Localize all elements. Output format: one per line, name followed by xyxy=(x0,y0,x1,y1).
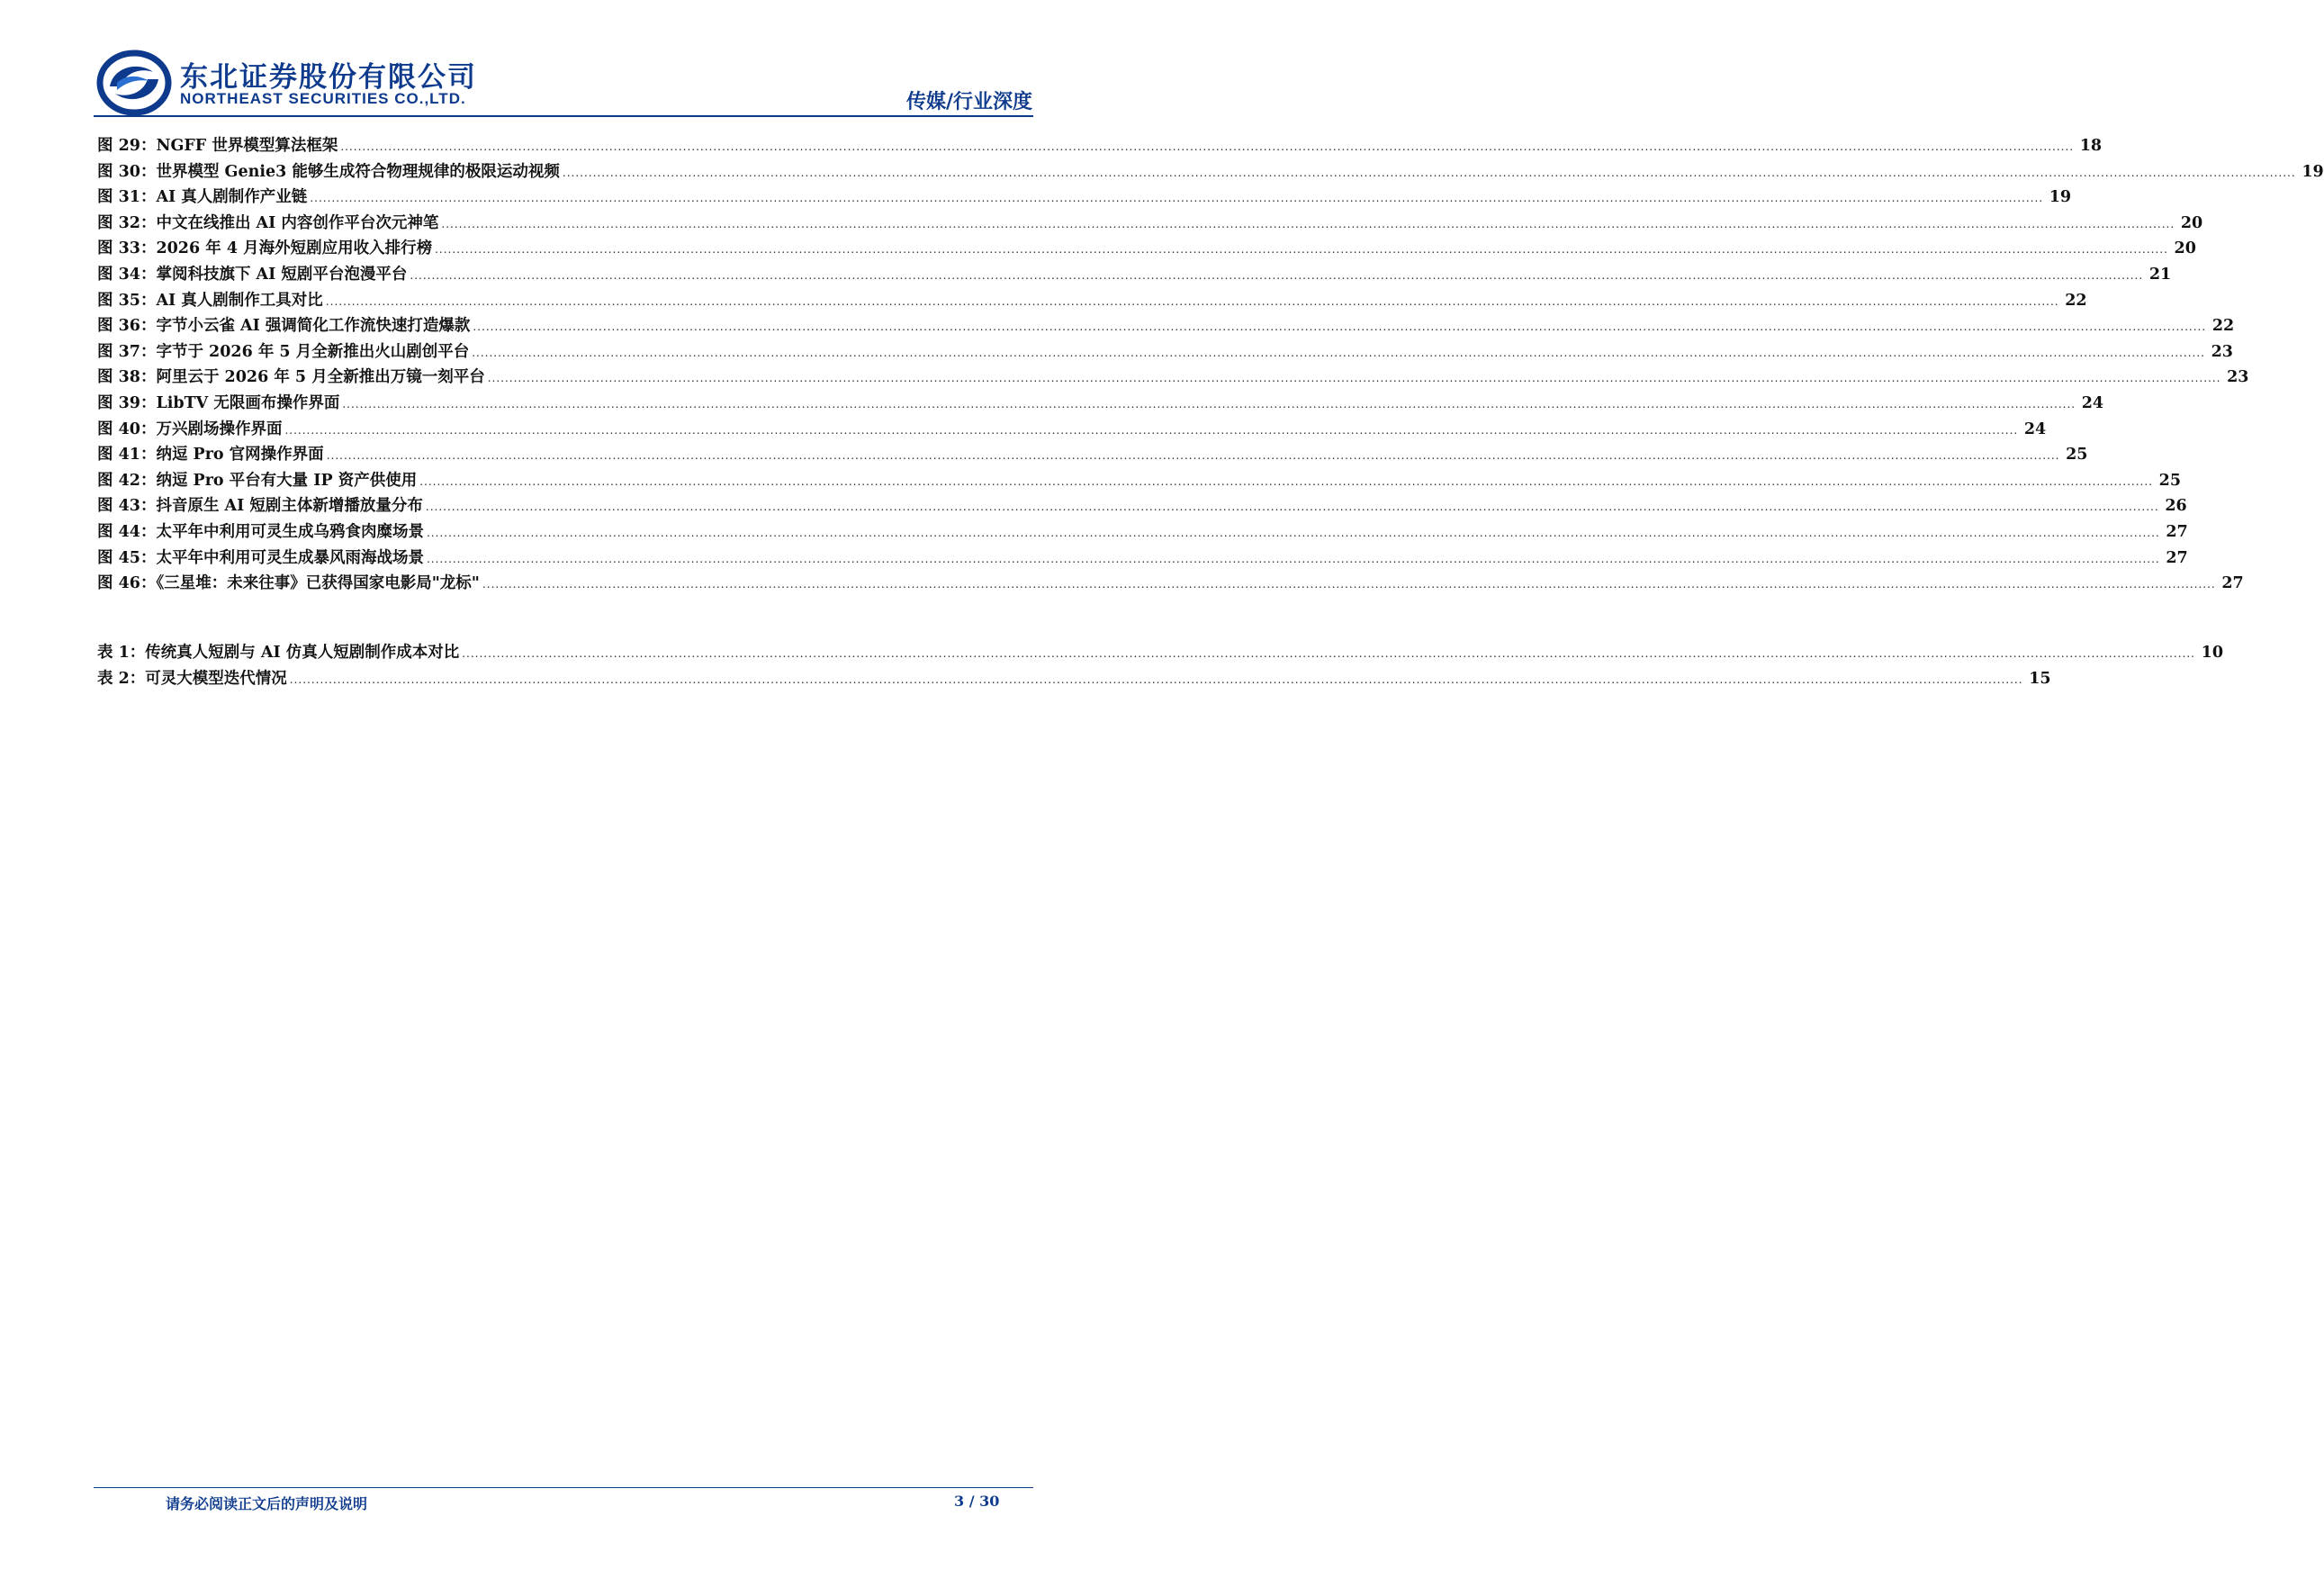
toc-entry-page: 27 xyxy=(2221,574,2244,593)
dot-leader: ................................................................................................................................................................................................................................................................................................................................................................................................................ xyxy=(310,192,2044,205)
toc-entry-label: 表 2：可灵大模型迭代情况 xyxy=(97,669,287,688)
dot-leader: ................................................................................................................................................................................................................................................................................................................................................................................................................ xyxy=(426,526,2160,539)
report-category: 传媒/行业深度 xyxy=(905,91,1032,113)
table-index-list xyxy=(97,640,2223,691)
toc-entry-page: 27 xyxy=(2166,548,2188,567)
table-index-row[interactable] xyxy=(97,640,2223,666)
toc-entry-page: 23 xyxy=(2211,342,2233,361)
toc-entry-label: 图 41：纳逗 Pro 官网操作界面 xyxy=(97,446,324,465)
figure-index-row[interactable] xyxy=(97,546,2188,572)
figure-index-row[interactable] xyxy=(97,211,2203,237)
dot-leader: ................................................................................................................................................................................................................................................................................................................................................................................................................ xyxy=(462,647,2195,660)
figure-index-row[interactable] xyxy=(97,236,2196,262)
toc-entry-page: 19 xyxy=(2301,162,2324,181)
figure-index-row[interactable] xyxy=(97,391,2104,417)
toc-entry-page: 20 xyxy=(2180,213,2203,232)
figure-index-row[interactable] xyxy=(97,288,2087,314)
toc-entry-label: 图 46：《三星堆：未来往事》已获得国家电影局"龙标" xyxy=(97,574,480,593)
page-header xyxy=(0,0,1117,117)
toc-entry-page: 21 xyxy=(2148,265,2172,284)
figure-index-list xyxy=(97,133,2324,597)
toc-entry-page: 10 xyxy=(2201,644,2223,662)
disclaimer-note: 请务必阅读正文后的声明及说明 xyxy=(166,1495,368,1512)
toc-entry-page: 25 xyxy=(2158,471,2181,490)
toc-entry-label: 图 37：字节于 2026 年 5 月全新推出火山剧创平台 xyxy=(97,342,470,361)
toc-entry-page: 18 xyxy=(2079,137,2103,155)
toc-entry-page: 24 xyxy=(2023,420,2047,438)
toc-entry-page: 20 xyxy=(2174,239,2196,258)
figure-index-row[interactable] xyxy=(97,571,2244,597)
toc-entry-page: 25 xyxy=(2066,446,2088,465)
dot-leader: ................................................................................................................................................................................................................................................................................................................................................................................................................ xyxy=(426,552,2160,565)
toc-entry-label: 图 29：NGFF 世界模型算法框架 xyxy=(97,137,338,155)
dot-leader: ................................................................................................................................................................................................................................................................................................................................................................................................................ xyxy=(342,397,2076,411)
company-name-en: NORTHEAST SECURITIES CO.,LTD. xyxy=(180,90,466,107)
figure-index-row[interactable] xyxy=(97,468,2181,494)
toc-entry-page: 27 xyxy=(2166,522,2188,541)
northeast-securities-logo-icon xyxy=(97,50,171,115)
toc-entry-label: 表 1：传统真人短剧与 AI 仿真人短剧制作成本对比 xyxy=(97,644,460,662)
header-divider xyxy=(94,115,1033,117)
figure-index-row[interactable] xyxy=(97,262,2172,288)
figure-index-row[interactable] xyxy=(97,519,2188,546)
toc-entry-page: 23 xyxy=(2227,368,2249,387)
page-number: 3 / 30 xyxy=(954,1493,1000,1510)
toc-entry-label: 图 36：字节小云雀 AI 强调简化工作流快速打造爆款 xyxy=(97,317,471,336)
dot-leader: ................................................................................................................................................................................................................................................................................................................................................................................................................ xyxy=(472,346,2205,359)
dot-leader: ................................................................................................................................................................................................................................................................................................................................................................................................................ xyxy=(325,294,2059,308)
dot-leader: ................................................................................................................................................................................................................................................................................................................................................................................................................ xyxy=(410,268,2144,282)
toc-entry-label: 图 43：抖音原生 AI 短剧主体新增播放量分布 xyxy=(97,497,423,516)
toc-entry-label: 图 44：太平年中利用可灵生成乌鸦食肉糜场景 xyxy=(97,522,424,541)
dot-leader: ................................................................................................................................................................................................................................................................................................................................................................................................................ xyxy=(473,320,2207,334)
toc-entry-page: 26 xyxy=(2165,497,2187,516)
dot-leader: ................................................................................................................................................................................................................................................................................................................................................................................................................ xyxy=(419,474,2153,488)
toc-entry-label: 图 42：纳逗 Pro 平台有大量 IP 资产供使用 xyxy=(97,471,418,490)
toc-entry-label: 图 40：万兴剧场操作界面 xyxy=(97,420,283,438)
figure-index-row[interactable] xyxy=(97,313,2235,339)
toc-entry-label: 图 38：阿里云于 2026 年 5 月全新推出万镜一刻平台 xyxy=(97,368,485,387)
toc-entry-label: 图 39：LibTV 无限画布操作界面 xyxy=(97,393,340,412)
toc-entry-label: 图 30：世界模型 Genie3 能够生成符合物理规律的极限运动视频 xyxy=(97,162,560,181)
dot-leader: ................................................................................................................................................................................................................................................................................................................................................................................................................ xyxy=(284,423,2019,437)
company-name-cn: 东北证券股份有限公司 xyxy=(180,61,477,94)
table-index-row[interactable] xyxy=(97,666,2051,692)
figure-index-row[interactable] xyxy=(97,185,2072,211)
dot-leader: ................................................................................................................................................................................................................................................................................................................................................................................................................ xyxy=(441,217,2175,230)
toc-entry-label: 图 33：2026 年 4 月海外短剧应用收入排行榜 xyxy=(97,239,433,258)
dot-leader: ................................................................................................................................................................................................................................................................................................................................................................................................................ xyxy=(289,672,2023,686)
dot-leader: ................................................................................................................................................................................................................................................................................................................................................................................................................ xyxy=(435,243,2168,257)
figure-index-row[interactable] xyxy=(97,133,2103,159)
dot-leader: ................................................................................................................................................................................................................................................................................................................................................................................................................ xyxy=(425,501,2159,514)
toc-entry-label: 图 34：掌阅科技旗下 AI 短剧平台泡漫平台 xyxy=(97,265,408,284)
figure-index-row[interactable] xyxy=(97,493,2187,519)
toc-entry-label: 图 35：AI 真人剧制作工具对比 xyxy=(97,291,323,310)
dot-leader: ................................................................................................................................................................................................................................................................................................................................................................................................................ xyxy=(326,449,2060,463)
toc-entry-label: 图 32：中文在线推出 AI 内容创作平台次元神笔 xyxy=(97,213,439,232)
toc-entry-page: 24 xyxy=(2081,393,2104,412)
figure-index-row[interactable] xyxy=(97,159,2324,185)
toc-entry-page: 15 xyxy=(2029,669,2051,688)
dot-leader: ................................................................................................................................................................................................................................................................................................................................................................................................................ xyxy=(487,372,2221,385)
toc-entry-page: 22 xyxy=(2065,291,2087,310)
dot-leader: ................................................................................................................................................................................................................................................................................................................................................................................................................ xyxy=(340,140,2075,153)
toc-entry-label: 图 31：AI 真人剧制作产业链 xyxy=(97,188,308,207)
dot-leader: ................................................................................................................................................................................................................................................................................................................................................................................................................ xyxy=(482,578,2216,591)
footer-divider xyxy=(94,1487,1033,1488)
figure-index-row[interactable] xyxy=(97,365,2249,391)
figure-index-row[interactable] xyxy=(97,442,2088,468)
figure-index-row[interactable] xyxy=(97,417,2047,443)
dot-leader: ................................................................................................................................................................................................................................................................................................................................................................................................................ xyxy=(562,166,2296,179)
figure-index-row[interactable] xyxy=(97,339,2233,365)
toc-entry-page: 19 xyxy=(2049,188,2072,207)
toc-entry-label: 图 45：太平年中利用可灵生成暴风雨海战场景 xyxy=(97,548,424,567)
toc-entry-page: 22 xyxy=(2211,317,2235,336)
